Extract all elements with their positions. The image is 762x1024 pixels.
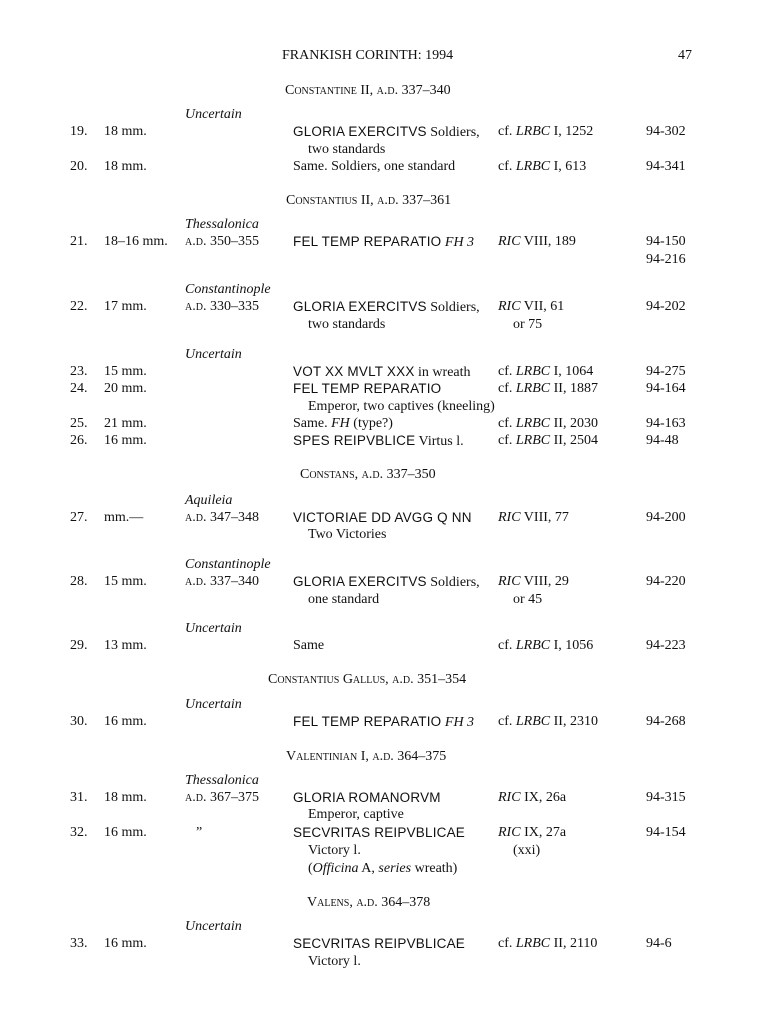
inventory-number: 94-302 (646, 124, 686, 139)
ref-catalog: LRBC (515, 638, 551, 653)
ref-number: VII, 61 (520, 299, 565, 314)
ditto-mark: ” (196, 825, 203, 840)
ref-number: VIII, 189 (520, 234, 576, 249)
desc-text: A, (358, 861, 379, 876)
coin-description: Soldiers, (426, 125, 480, 140)
ref-number: II, 2504 (550, 433, 598, 448)
catalog-reference-cont: or 45 (513, 592, 543, 607)
mint-date: a.d. 330–335 (185, 299, 259, 314)
coin-size: 20 mm. (104, 381, 147, 396)
ref-catalog: RIC (498, 510, 521, 525)
coin-legend: FEL TEMP REPARATIO (293, 234, 442, 249)
coin-legend-line (293, 299, 480, 316)
inventory-number: 94-220 (646, 574, 686, 589)
desc-italic: series (378, 861, 412, 876)
ref-catalog: RIC (498, 299, 521, 314)
section-heading-valentinian-i: Valentinian I, a.d. 364–375 (286, 749, 447, 764)
ref-prefix: cf. (498, 936, 516, 951)
coin-legend: SECVRITAS REIPVBLICAE (293, 936, 466, 951)
desc-italic: FH (331, 416, 350, 431)
coin-description: in wreath (414, 365, 471, 380)
ref-number: I, 1056 (550, 638, 594, 653)
ref-prefix: cf. (498, 381, 516, 396)
coin-description-cont: two standards (308, 317, 386, 332)
ref-number: II, 2310 (550, 714, 598, 729)
catalog-reference (498, 510, 569, 526)
catalog-reference-cont: (xxi) (513, 843, 541, 858)
entry-number: 22. (70, 299, 88, 314)
page-number: 47 (678, 48, 692, 63)
inventory-number: 94-275 (646, 364, 686, 379)
section-heading-constantius-gallus: Constantius Gallus, a.d. 351–354 (268, 672, 467, 687)
inventory-number: 94-223 (646, 638, 686, 653)
coin-description-note (308, 861, 457, 877)
desc-text: wreath) (411, 861, 458, 876)
desc-text: Same. (293, 416, 332, 431)
coin-size: 16 mm. (104, 825, 147, 840)
inventory-number: 94-341 (646, 159, 686, 174)
section-heading-valens: Valens, a.d. 364–378 (307, 895, 431, 910)
entry-number: 33. (70, 936, 88, 951)
coin-legend: SECVRITAS REIPVBLICAE (293, 825, 466, 840)
coin-description-cont: Two Victories (308, 527, 387, 542)
catalog-reference (498, 124, 593, 140)
coin-legend-line (293, 364, 471, 381)
inventory-number: 94-268 (646, 714, 686, 729)
coin-description-cont: Victory l. (308, 843, 361, 858)
section-heading-constantine-ii: Constantine II, a.d. 337–340 (285, 83, 451, 98)
coin-size: 16 mm. (104, 936, 147, 951)
entry-number: 21. (70, 234, 88, 249)
coin-legend: FEL TEMP REPARATIO (293, 381, 442, 396)
coin-legend: VICTORIAE DD AVGG Q NN (293, 510, 472, 525)
coin-description (293, 416, 393, 432)
coin-size: 13 mm. (104, 638, 147, 653)
coin-legend: VOT XX MVLT XXX (293, 364, 415, 379)
catalog-reference (498, 825, 566, 841)
ref-prefix: cf. (498, 714, 516, 729)
catalog-reference (498, 433, 598, 449)
coin-size: 16 mm. (104, 433, 147, 448)
mint-date: a.d. 337–340 (185, 574, 259, 589)
coin-description: Same. Soldiers, one standard (293, 159, 456, 174)
mint-label: Uncertain (185, 107, 242, 122)
coin-legend: GLORIA EXERCITVS (293, 124, 427, 139)
inventory-number: 94-163 (646, 416, 686, 431)
inventory-number: 94-315 (646, 790, 686, 805)
ref-prefix: cf. (498, 416, 516, 431)
catalog-reference (498, 381, 598, 397)
catalog-reference (498, 714, 598, 730)
coin-size: 15 mm. (104, 364, 147, 379)
catalog-reference (498, 364, 593, 380)
ref-catalog: RIC (498, 825, 521, 840)
catalog-reference (498, 159, 586, 175)
coin-size: 15 mm. (104, 574, 147, 589)
coin-size: 16 mm. (104, 714, 147, 729)
mint-label: Uncertain (185, 347, 242, 362)
ref-number: I, 613 (550, 159, 587, 174)
ref-number: VIII, 29 (520, 574, 569, 589)
coin-legend-line (293, 433, 464, 450)
entry-number: 27. (70, 510, 88, 525)
ref-catalog: LRBC (515, 381, 551, 396)
desc-text: ( (308, 861, 313, 876)
ref-catalog: LRBC (515, 416, 551, 431)
inventory-number: 94-48 (646, 433, 679, 448)
mint-label: Constantinople (185, 557, 271, 572)
mint-label: Uncertain (185, 621, 242, 636)
coin-description: Soldiers, (426, 575, 480, 590)
desc-text: (type?) (349, 416, 393, 431)
ref-number: II, 2110 (550, 936, 598, 951)
entry-number: 24. (70, 381, 88, 396)
ref-prefix: cf. (498, 433, 516, 448)
coin-description-cont: Emperor, two captives (kneeling) (308, 399, 495, 414)
ref-catalog: RIC (498, 790, 521, 805)
ref-catalog: LRBC (515, 364, 551, 379)
inventory-number: 94-200 (646, 510, 686, 525)
inventory-number: 94-216 (646, 252, 686, 267)
catalog-reference (498, 936, 597, 952)
ref-catalog: LRBC (515, 159, 551, 174)
inventory-number: 94-150 (646, 234, 686, 249)
inventory-number: 94-164 (646, 381, 686, 396)
coin-description-cont: Emperor, captive (308, 807, 404, 822)
catalog-reference (498, 790, 566, 806)
coin-size: mm.— (104, 510, 144, 525)
ref-catalog: LRBC (515, 714, 551, 729)
coin-description-cont: one standard (308, 592, 380, 607)
entry-number: 20. (70, 159, 88, 174)
ref-prefix: cf. (498, 638, 516, 653)
entry-number: 32. (70, 825, 88, 840)
ref-catalog: LRBC (515, 124, 551, 139)
coin-legend-line (293, 714, 474, 731)
ref-catalog: LRBC (515, 936, 551, 951)
entry-number: 25. (70, 416, 88, 431)
catalog-reference (498, 416, 598, 432)
coin-legend: GLORIA EXERCITVS (293, 574, 427, 589)
entry-number: 28. (70, 574, 88, 589)
entry-number: 26. (70, 433, 88, 448)
catalog-reference (498, 234, 576, 250)
mint-label: Uncertain (185, 697, 242, 712)
ref-number: II, 2030 (550, 416, 598, 431)
coin-legend-line (293, 124, 480, 141)
catalog-reference (498, 638, 593, 654)
coin-legend-line (293, 574, 480, 591)
catalog-reference (498, 574, 569, 590)
entry-number: 31. (70, 790, 88, 805)
section-heading-constantius-ii: Constantius II, a.d. 337–361 (286, 193, 452, 208)
running-head: FRANKISH CORINTH: 1994 (282, 48, 454, 63)
entry-number: 30. (70, 714, 88, 729)
mint-date: a.d. 367–375 (185, 790, 259, 805)
ref-number: II, 1887 (550, 381, 598, 396)
coin-size: 17 mm. (104, 299, 147, 314)
entry-number: 29. (70, 638, 88, 653)
coin-size: 18 mm. (104, 124, 147, 139)
ref-number: IX, 27a (520, 825, 567, 840)
coin-size: 18 mm. (104, 159, 147, 174)
mint-label: Aquileia (185, 493, 233, 508)
coin-description-cont: two standards (308, 142, 386, 157)
catalog-reference-cont: or 75 (513, 317, 543, 332)
mint-label: Constantinople (185, 282, 271, 297)
coin-description: FH 3 (441, 715, 475, 730)
entry-number: 19. (70, 124, 88, 139)
coin-size: 18–16 mm. (104, 234, 168, 249)
coin-description: FH 3 (441, 235, 475, 250)
ref-catalog: RIC (498, 234, 521, 249)
coin-size: 21 mm. (104, 416, 147, 431)
catalog-reference (498, 299, 564, 315)
coin-description: Same (293, 638, 325, 653)
desc-italic: Officina (312, 861, 359, 876)
mint-date: a.d. 350–355 (185, 234, 259, 249)
mint-label: Thessalonica (185, 217, 259, 232)
ref-number: I, 1064 (550, 364, 594, 379)
mint-label: Uncertain (185, 919, 242, 934)
ref-prefix: cf. (498, 364, 516, 379)
ref-catalog: RIC (498, 574, 521, 589)
coin-description: Soldiers, (426, 300, 480, 315)
inventory-number: 94-154 (646, 825, 686, 840)
coin-description: Virtus l. (415, 434, 464, 449)
ref-number: VIII, 77 (520, 510, 569, 525)
ref-number: I, 1252 (550, 124, 594, 139)
coin-size: 18 mm. (104, 790, 147, 805)
ref-prefix: cf. (498, 159, 516, 174)
ref-catalog: LRBC (515, 433, 551, 448)
mint-label: Thessalonica (185, 773, 259, 788)
ref-prefix: cf. (498, 124, 516, 139)
coin-description-cont: Victory l. (308, 954, 361, 969)
coin-legend: GLORIA EXERCITVS (293, 299, 427, 314)
section-heading-constans: Constans, a.d. 337–350 (300, 467, 436, 482)
coin-legend-line (293, 234, 474, 251)
coin-legend: SPES REIPVBLICE (293, 433, 416, 448)
mint-date: a.d. 347–348 (185, 510, 259, 525)
coin-legend: FEL TEMP REPARATIO (293, 714, 442, 729)
inventory-number: 94-202 (646, 299, 686, 314)
inventory-number: 94-6 (646, 936, 672, 951)
coin-legend: GLORIA ROMANORVM (293, 790, 441, 805)
ref-number: IX, 26a (520, 790, 567, 805)
entry-number: 23. (70, 364, 88, 379)
